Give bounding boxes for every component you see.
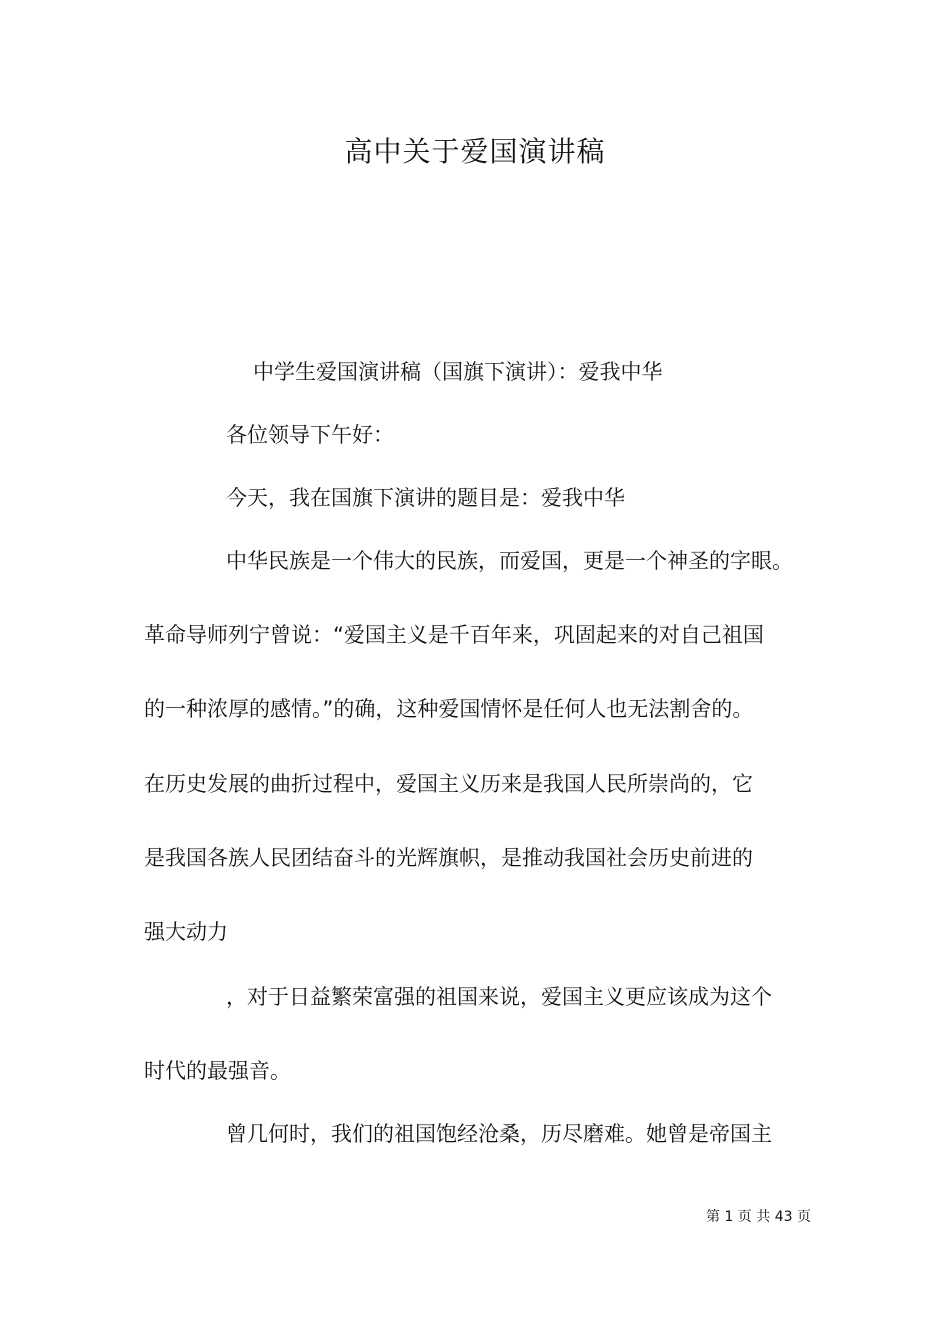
paragraph-line: 强大动力 bbox=[144, 920, 228, 944]
paragraph-line: 时代的最强音。 bbox=[144, 1059, 291, 1083]
paragraph-line: ，对于日益繁荣富强的祖国来说，爱国主义更应该成为这个 bbox=[226, 985, 772, 1009]
paragraph-line: 是我国各族人民团结奋斗的光辉旗帜，是推动我国社会历史前进的 bbox=[144, 846, 753, 870]
paragraph-line: 革命导师列宁曾说：“爱国主义是千百年来，巩固起来的对自己祖国 bbox=[144, 623, 764, 647]
paragraph-line: 的一种浓厚的感情。”的确，这种爱国情怀是任何人也无法割舍的。 bbox=[144, 697, 754, 721]
greeting-line: 各位领导下午好： bbox=[226, 423, 394, 447]
page-number: 第 1 页 共 43 页 bbox=[706, 1209, 811, 1225]
paragraph-line: 今天，我在国旗下演讲的题目是：爱我中华 bbox=[226, 486, 625, 510]
paragraph-line: 在历史发展的曲折过程中，爱国主义历来是我国人民所崇尚的，它 bbox=[144, 772, 753, 796]
paragraph-line: 中华民族是一个伟大的民族，而爱国，更是一个神圣的字眼。 bbox=[226, 549, 793, 573]
subtitle-line: 中学生爱国演讲稿（国旗下演讲）：爱我中华 bbox=[253, 360, 663, 384]
document-title: 高中关于爱国演讲稿 bbox=[344, 135, 606, 168]
paragraph-line: 曾几何时，我们的祖国饱经沧桑，历尽磨难。她曾是帝国主 bbox=[226, 1122, 772, 1146]
